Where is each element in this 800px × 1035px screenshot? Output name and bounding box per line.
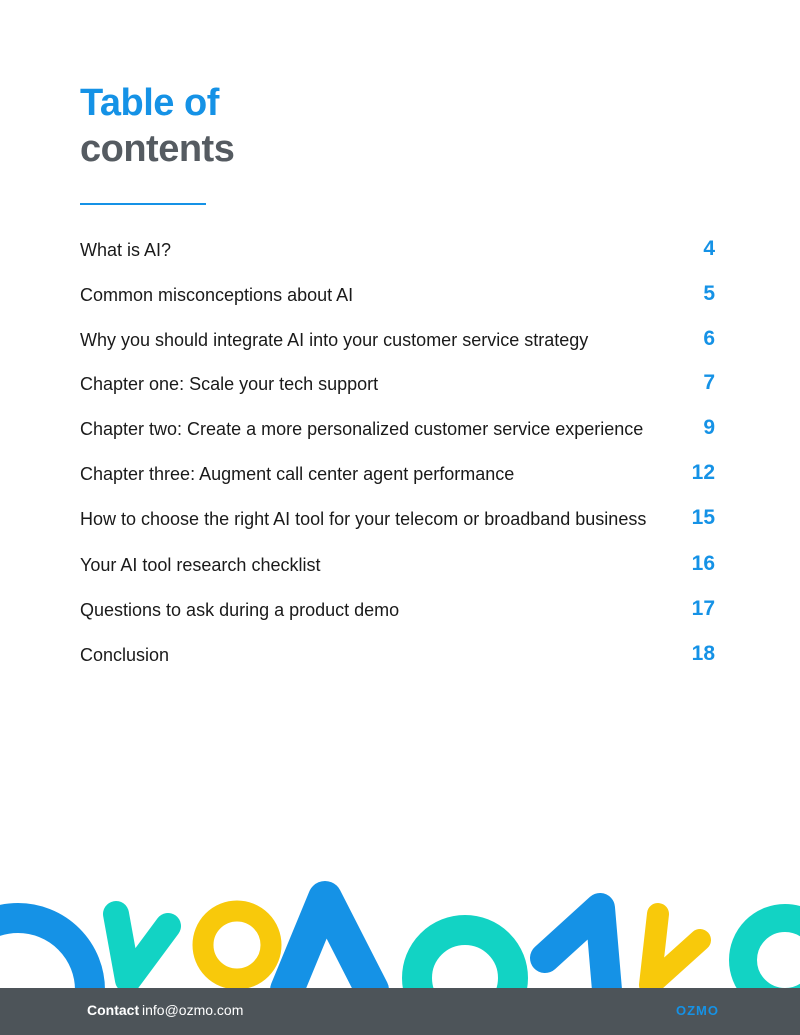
toc-list [80,228,720,678]
footer-bar [0,988,800,1035]
toc-item-label: Common misconceptions about AI [80,284,354,305]
toc-item[interactable] [80,228,720,273]
teal-ring-right-shape [743,918,800,990]
toc-item-label: Questions to ask during a product demo [80,600,400,621]
ozmo-logo: OZMO [676,1003,719,1018]
toc-item-page: 16 [691,552,715,576]
toc-item[interactable] [80,452,720,497]
title-divider [80,203,206,205]
toc-item-page: 6 [703,326,715,350]
toc-item-page: 4 [703,237,715,260]
toc-item-label: Your AI tool research checklist [80,555,321,576]
title-line-2: contents [80,128,235,170]
toc-item-page: 15 [691,505,715,529]
toc-item-label: Chapter one: Scale your tech support [80,374,379,395]
toc-item-label: Conclusion [80,644,170,665]
blue-peak-shape [287,898,372,990]
toc-item-label: How to choose the right AI tool for your telecom or broadband business [80,508,647,529]
blue-ring-shape [0,918,90,990]
toc-item[interactable] [80,633,720,678]
toc-item-page: 5 [703,281,715,305]
page-title [80,80,234,172]
toc-item-page: 7 [703,371,715,395]
teal-ring-shape [417,930,513,990]
toc-item[interactable] [80,407,720,452]
yellow-arrow-shape [650,914,700,985]
contact-email-link[interactable]: info@ozmo.com [142,1002,244,1018]
toc-item[interactable] [80,497,720,544]
toc-item-label: Why you should integrate AI into your customer service strategy [80,329,589,350]
toc-item[interactable] [80,543,720,588]
yellow-ring-shape [203,911,271,979]
toc-item-label: Chapter three: Augment call center agent performance [80,463,515,484]
toc-item-page: 17 [691,597,715,621]
toc-item-label: Chapter two: Create a more personalized customer service experience [80,419,644,440]
toc-item[interactable] [80,588,720,633]
toc-item[interactable] [80,362,720,407]
title-line-1: Table of [80,82,219,124]
toc-item[interactable] [80,273,720,318]
toc-item-page: 12 [691,460,715,484]
blue-slash-shape [545,908,607,990]
toc-item[interactable] [80,318,720,363]
toc-item-label: What is AI? [80,240,172,260]
brand-pattern [0,870,800,990]
contact-label: Contact [87,1002,140,1018]
toc-item-page: 18 [691,641,715,665]
toc-item-page: 9 [703,416,715,440]
teal-check-shape [116,914,168,980]
